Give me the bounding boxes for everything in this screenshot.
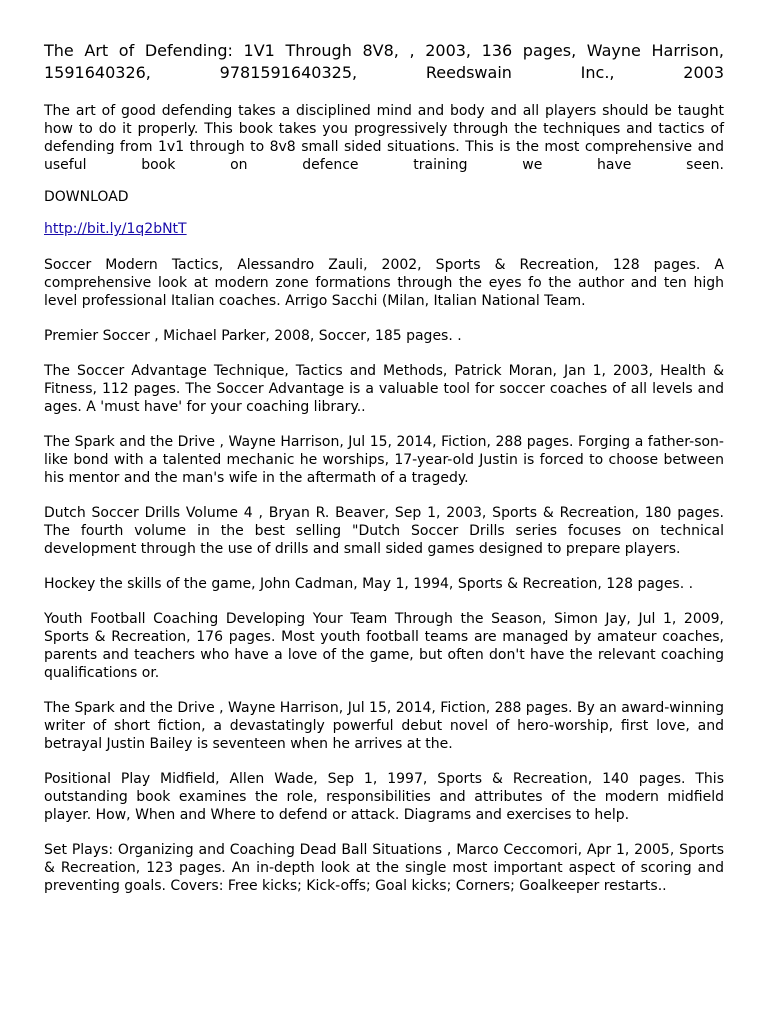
entry-spark-and-drive-2: The Spark and the Drive , Wayne Harrison, Jul 15, 2014, Fiction, 288 pages. By an award-winning writer of short fiction, a devastatingly powerful debut novel of hero-worship, first love, and betrayal Justin Bailey is seventeen when he arrives at the. — [44, 700, 724, 752]
entry-soccer-modern-tactics: Soccer Modern Tactics, Alessandro Zauli, 2002, Sports & Recreation, 128 pages. A comprehensive look at modern zone formations through the eyes fo the author and ten high level professional Italian coaches. Arrigo Sacchi (Milan, Italian National Team. — [44, 257, 724, 309]
page-title: The Art of Defending: 1V1 Through 8V8, , 2003, 136 pages, Wayne Harrison, 1591640326, 9781591640325, Reedswain Inc., 2003 — [44, 41, 724, 82]
entry-positional-play-midfield: Positional Play Midfield, Allen Wade, Sep 1, 1997, Sports & Recreation, 140 pages. This outstanding book examines the role, responsibilities and attributes of the modern midfield player. How, When and Where to defend or attack. Diagrams and exercises to help. — [44, 771, 724, 823]
entry-hockey-skills: Hockey the skills of the game, John Cadman, May 1, 1994, Sports & Recreation, 128 pages. . — [44, 576, 694, 592]
download-link-line — [44, 220, 724, 238]
entry-set-plays: Set Plays: Organizing and Coaching Dead Ball Situations , Marco Ceccomori, Apr 1, 2005, Sports & Recreation, 123 pages. An in-depth look at the single most important aspect of scoring and preventing goals. Covers: Free kicks; Kick-offs; Goal kicks; Corners; Goalkeeper restarts.. — [44, 842, 724, 894]
download-link[interactable]: http://bit.ly/1q2bNtT — [44, 221, 187, 237]
entry-youth-football-coaching: Youth Football Coaching Developing Your Team Through the Season, Simon Jay, Jul 1, 2009, Sports & Recreation, 176 pages. Most youth football teams are managed by amateur coaches, parents and teachers who have a love of the game, but often don't have the relevant coaching qualifications or. — [44, 611, 724, 681]
entry-soccer-advantage: The Soccer Advantage Technique, Tactics and Methods, Patrick Moran, Jan 1, 2003, Health & Fitness, 112 pages. The Soccer Advantage is a valuable tool for soccer coaches of all levels and ages. A 'must have' for your coaching library.. — [44, 363, 724, 415]
entry-premier-soccer: Premier Soccer , Michael Parker, 2008, Soccer, 185 pages. . — [44, 328, 462, 344]
entry-spark-and-drive-1: The Spark and the Drive , Wayne Harrison, Jul 15, 2014, Fiction, 288 pages. Forging a father-son-like bond with a talented mechanic he worships, 17-year-old Justin is forced to choose between his mentor and the man's wife in the aftermath of a tragedy. — [44, 434, 724, 486]
entry-dutch-soccer-drills: Dutch Soccer Drills Volume 4 , Bryan R. Beaver, Sep 1, 2003, Sports & Recreation, 180 pages. The fourth volume in the best selling "Dutch Soccer Drills series focuses on technical development through the use of drills and small sided games designed to prepare players. — [44, 505, 724, 557]
document-page — [44, 40, 724, 895]
book-description: The art of good defending takes a disciplined mind and body and all players should be taught how to do it properly. This book takes you progressively through the techniques and tactics of defending from 1v1 through to 8v8 small sided situations. This is the most comprehensive and useful book on defence training we have seen. — [44, 103, 724, 173]
download-label: DOWNLOAD — [44, 189, 129, 205]
